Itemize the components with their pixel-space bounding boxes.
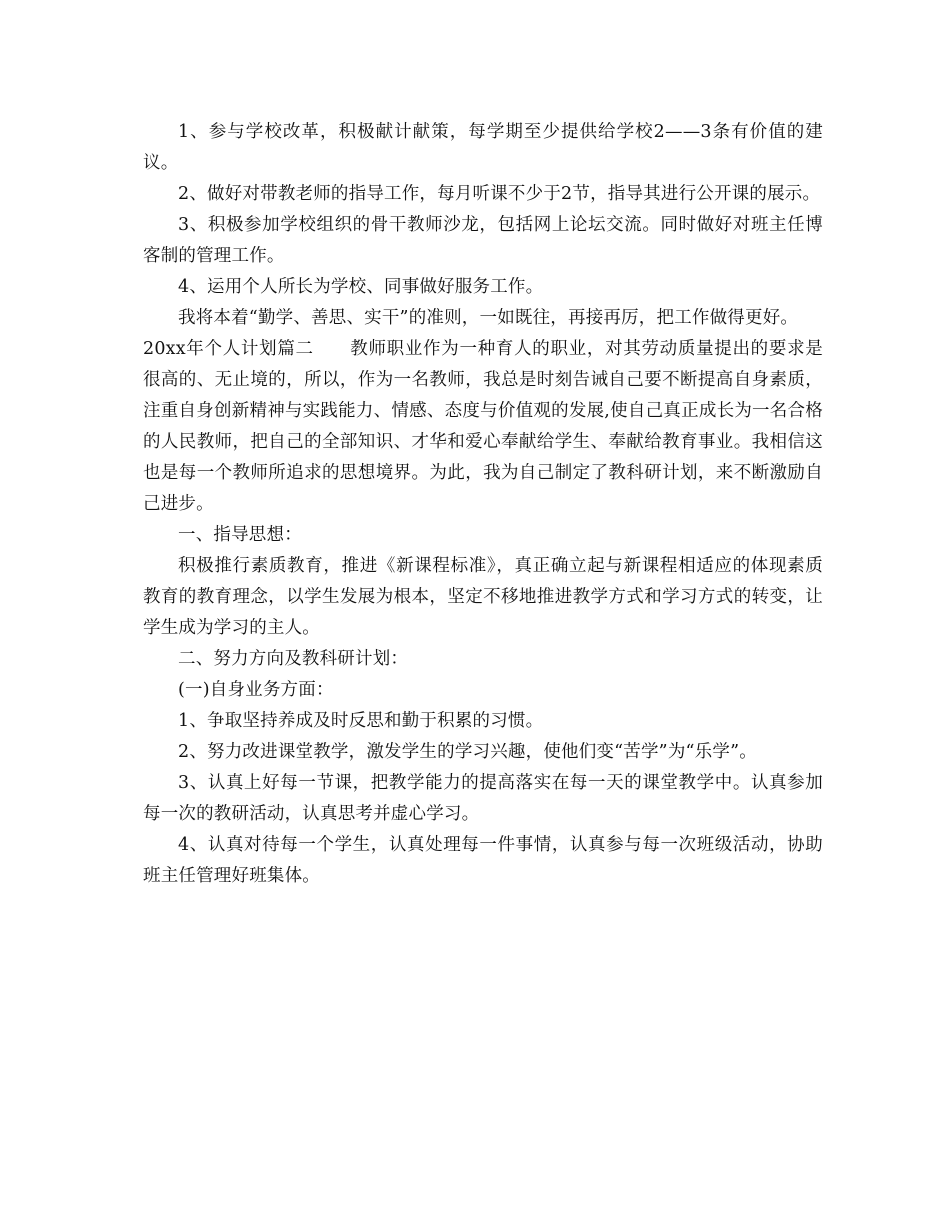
paragraph-guiding-thought: 积极推行素质教育，推进《新课程标准》，真正确立起与新课程相适应的体现素质教育的教育理念，以学生发展为根本，坚定不移地推进教学方式和学习方式的转变，让学生成为学习的主人。 — [143, 556, 823, 638]
list-item: 1、争取坚持养成及时反思和勤于积累的习惯。 — [178, 711, 544, 731]
paragraph-mentoring: 2、做好对带教老师的指导工作，每月听课不少于2节，指导其进行公开课的展示。 — [178, 184, 821, 204]
paragraph-salon: 3、积极参加学校组织的骨干教师沙龙，包括网上论坛交流。同时做好对班主任博客制的管理工作。 — [143, 215, 823, 266]
subheading-professional: (一)自身业务方面： — [178, 680, 334, 700]
heading-guiding-thought: 一、指导思想： — [178, 525, 302, 545]
paragraph-service: 4、运用个人所长为学校、同事做好服务工作。 — [178, 277, 544, 297]
heading-direction-plan: 二、努力方向及教科研计划： — [178, 649, 409, 669]
section-intro: 教师职业作为一种育人的职业，对其劳动质量提出的要求是很高的、无止境的，所以，作为一名教师，我总是时刻告诫自己要不断提高自身素质，注重自身创新精神与实践能力、情感、态度与价值观的发展,使自己真正成长为一名合格的人民教师，把自己的全部知识、才华和爱心奉献给学生、奉献给教育事业。我相信这也是每一个教师所追求的思想境界。为此，我为自己制定了教科研计划，来不断激励自己进步。 — [143, 339, 823, 514]
list-item: 3、认真上好每一节课，把教学能力的提高落实在每一天的课堂教学中。认真参加每一次的教研活动，认真思考并虚心学习。 — [143, 773, 823, 824]
list-item: 4、认真对待每一个学生，认真处理每一件事情，认真参与每一次班级活动，协助班主任管理好班集体。 — [143, 835, 823, 886]
list-item: 2、努力改进课堂教学，激发学生的学习兴趣，使他们变“苦学”为“乐学”。 — [178, 742, 757, 762]
section-heading: 20xx年个人计划篇二 — [143, 339, 314, 359]
paragraph-closing: 我将本着“勤学、善思、实干”的准则，一如既往，再接再厉，把工作做得更好。 — [178, 308, 799, 328]
section-two-paragraph — [143, 334, 823, 520]
document-body — [143, 117, 823, 892]
paragraph-school-reform: 1、参与学校改革，积极献计献策，每学期至少提供给学校2——3条有价值的建议。 — [143, 122, 823, 173]
